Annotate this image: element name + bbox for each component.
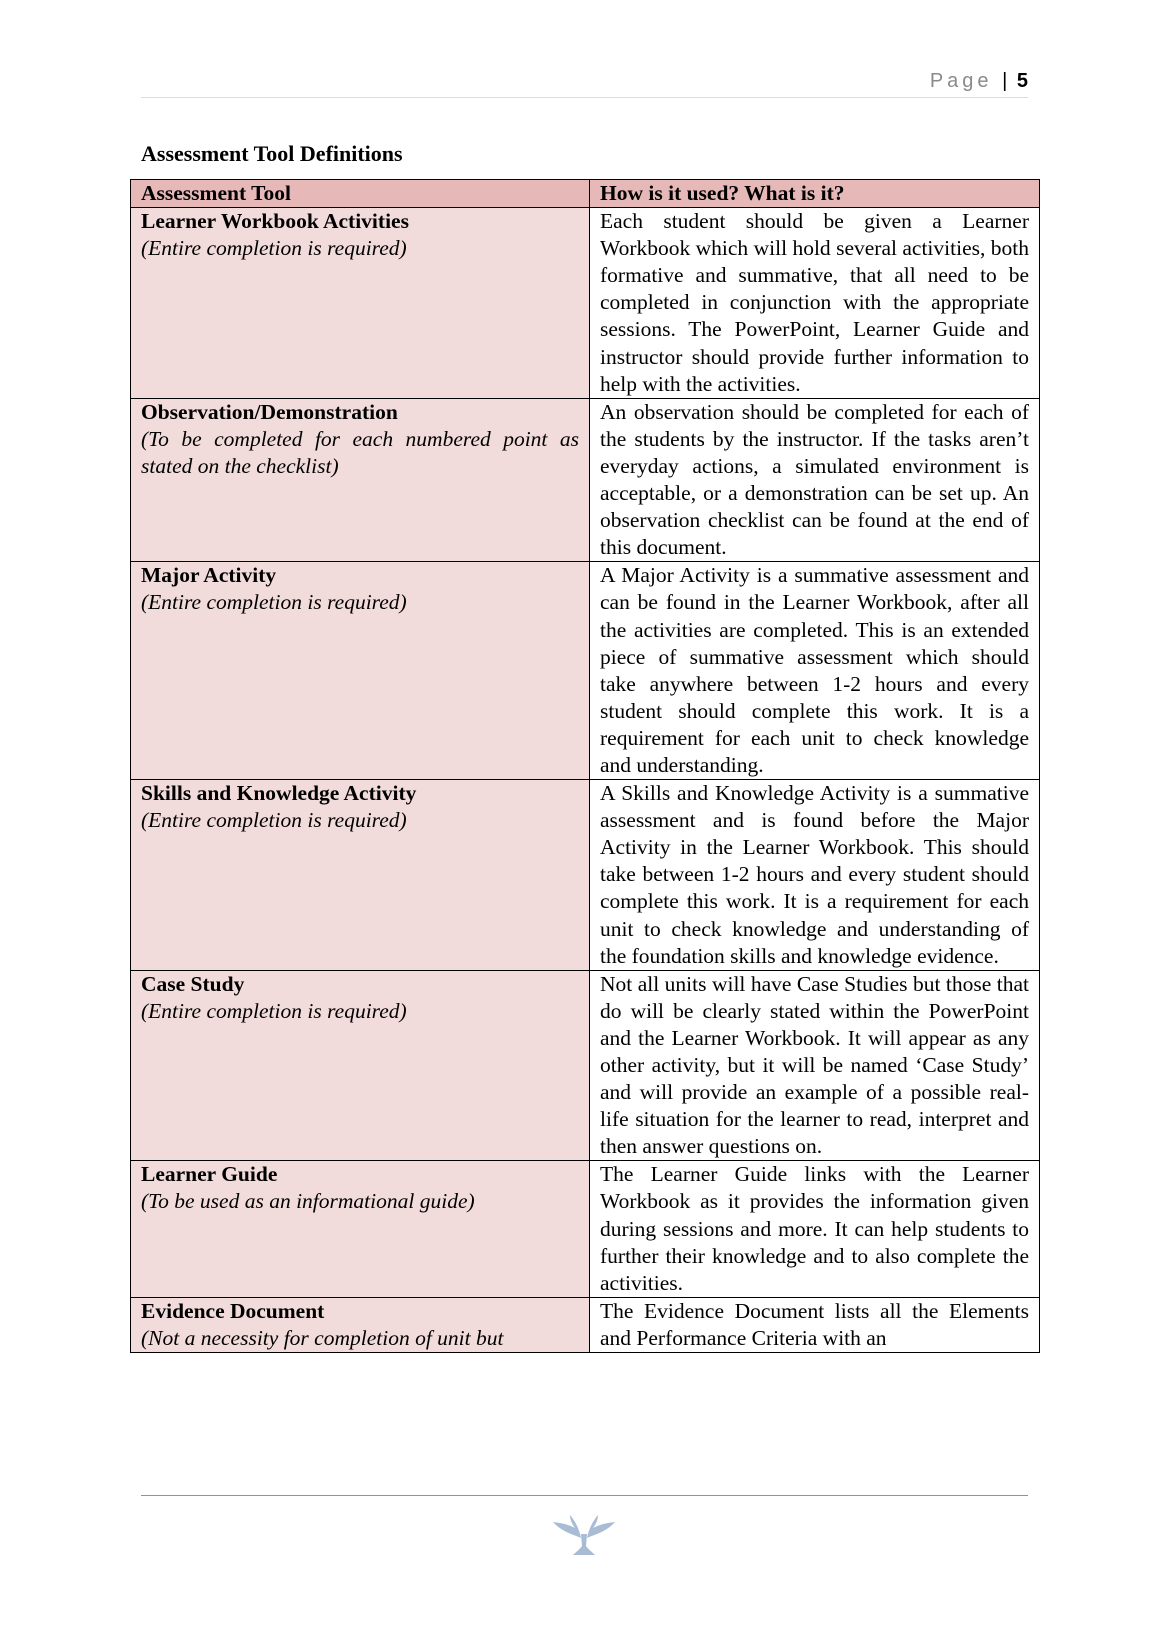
page-separator: | bbox=[1002, 70, 1008, 92]
tool-description: Each student should be given a Learner Workbook which will hold several activities, both formative and summative, that all need to be completed in conjunction with the appropriate sessions. The PowerPoint, Learner Guide and instructor should provide further information to help with the activities. bbox=[590, 208, 1040, 399]
table-row bbox=[131, 562, 1040, 780]
tool-name: Learner Workbook Activities bbox=[141, 209, 409, 234]
leaf-sprout-logo-icon bbox=[548, 1512, 620, 1560]
tool-note: (Entire completion is required) bbox=[141, 236, 407, 261]
tool-name: Major Activity bbox=[141, 563, 277, 588]
assessment-tool-table bbox=[130, 179, 1040, 1353]
table-row bbox=[131, 970, 1040, 1161]
table-row bbox=[131, 780, 1040, 971]
tool-note: (Entire completion is required) bbox=[141, 808, 407, 833]
tool-name: Observation/Demonstration bbox=[141, 399, 398, 424]
tool-description: A Major Activity is a summative assessment and can be found in the Learner Workbook, after all the activities are completed. This is an extended piece of summative assessment which should take anywhere between 1-2 hours and every student should complete this work. It is a requirement for each unit to check knowledge and understanding. bbox=[590, 562, 1040, 780]
tool-description: A Skills and Knowledge Activity is a summative assessment and is found before the Major Activity in the Learner Workbook. This should take between 1-2 hours and every student should complete this work. It is a requirement for each unit to check knowledge and understanding of the foundation skills and knowledge evidence. bbox=[590, 780, 1040, 971]
logo-right-leaf bbox=[587, 1515, 615, 1538]
tool-cell bbox=[131, 208, 590, 399]
tool-cell bbox=[131, 398, 590, 562]
tool-description: The Learner Guide links with the Learner Workbook as it provides the information given during sessions and more. It can help students to further their knowledge and to also complete the activities. bbox=[590, 1161, 1040, 1297]
section-title: Assessment Tool Definitions bbox=[141, 141, 403, 166]
tool-cell bbox=[131, 970, 590, 1161]
tool-cell bbox=[131, 780, 590, 971]
page-label: Page bbox=[929, 70, 993, 92]
tool-note: (Not a necessity for completion of unit but bbox=[141, 1325, 504, 1350]
tool-description: Not all units will have Case Studies but those that do will be clearly stated within the PowerPoint and the Learner Workbook. It will appear as any other activity, but it will be named ‘Case Study’ and will provide an example of a possible real-life situation for the learner to read, interpret and then answer questions on. bbox=[590, 970, 1040, 1161]
tool-note: (To be used as an informational guide) bbox=[141, 1189, 475, 1214]
column-header-description: How is it used? What is it? bbox=[590, 180, 1040, 208]
tool-name: Learner Guide bbox=[141, 1162, 278, 1187]
column-header-tool: Assessment Tool bbox=[131, 180, 590, 208]
tool-note: (Entire completion is required) bbox=[141, 590, 407, 615]
tool-description bbox=[590, 1297, 1040, 1352]
table-row bbox=[131, 208, 1040, 399]
tool-name: Skills and Knowledge Activity bbox=[141, 781, 417, 806]
page-header bbox=[141, 64, 1028, 98]
tool-name: Case Study bbox=[141, 971, 245, 996]
table-row bbox=[131, 1161, 1040, 1297]
tool-cell bbox=[131, 562, 590, 780]
tool-cell bbox=[131, 1297, 590, 1352]
logo-left-leaf bbox=[553, 1515, 581, 1538]
tool-note: (To be completed for each numbered point as stated on the checklist) bbox=[141, 426, 579, 478]
logo-stem bbox=[573, 1534, 595, 1555]
tool-note: (Entire completion is required) bbox=[141, 998, 407, 1023]
tool-description-text: The Evidence Document lists all the Elements and Performance Criteria with an bbox=[600, 1298, 1029, 1350]
footer-divider bbox=[141, 1495, 1028, 1496]
table-row bbox=[131, 1297, 1040, 1352]
tool-name: Evidence Document bbox=[141, 1298, 325, 1323]
tool-description: An observation should be completed for each of the students by the instructor. If the tasks aren’t everyday actions, a simulated environment is acceptable, or a demonstration can be set up. An observation checklist can be found at the end of this document. bbox=[590, 398, 1040, 562]
table-header-row bbox=[131, 180, 1040, 208]
table-row bbox=[131, 398, 1040, 562]
tool-cell bbox=[131, 1161, 590, 1297]
page-number: 5 bbox=[1016, 70, 1028, 92]
